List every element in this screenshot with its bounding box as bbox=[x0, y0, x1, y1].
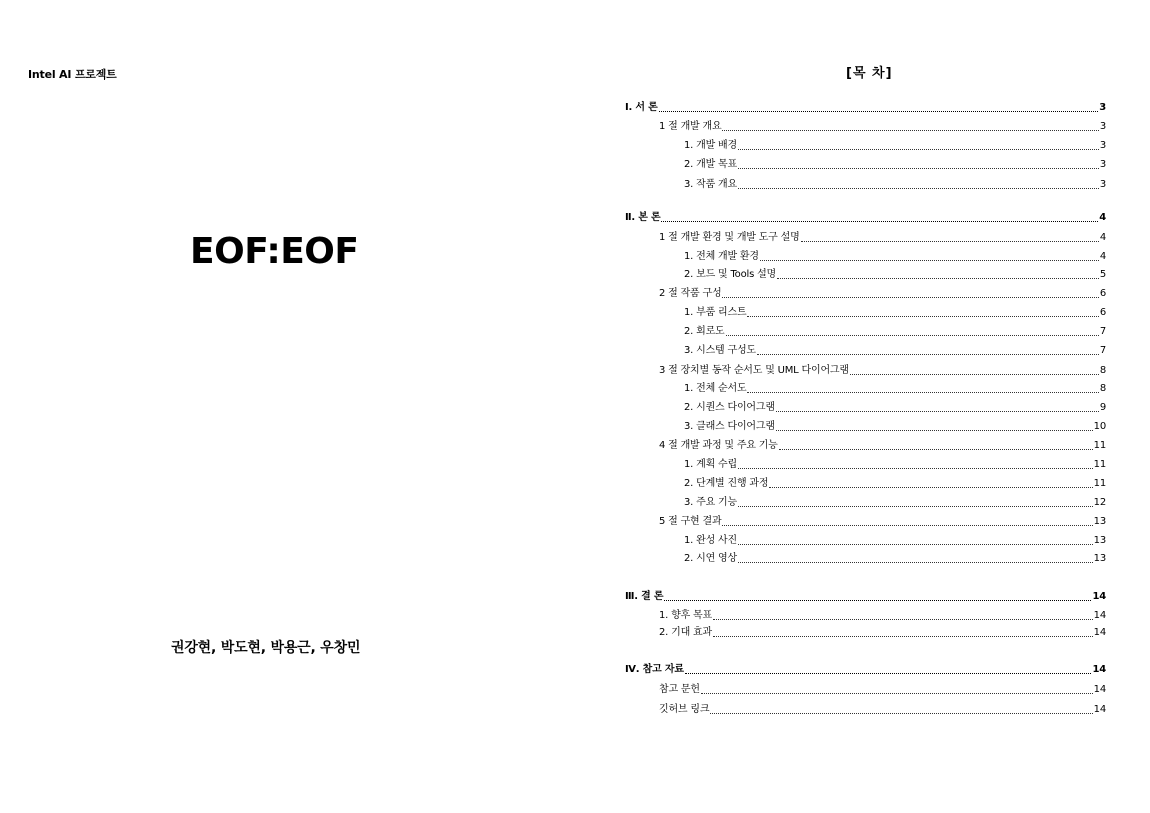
toc-entry-label: 2. 회로도 bbox=[684, 326, 725, 337]
toc-entry bbox=[684, 496, 1106, 510]
toc-leader-dots bbox=[738, 149, 1099, 150]
toc-entry-page: 11 bbox=[1093, 459, 1106, 470]
toc-leader-dots bbox=[850, 374, 1099, 375]
toc-leader-dots bbox=[757, 354, 1099, 355]
toc-entry bbox=[625, 101, 1106, 115]
toc-entry bbox=[659, 120, 1106, 134]
toc-entry-label: 1. 향후 목표 bbox=[659, 610, 712, 621]
toc-entry bbox=[684, 139, 1106, 153]
toc-leader-dots bbox=[779, 449, 1093, 450]
toc-entry-label: Ⅲ. 결 론 bbox=[625, 591, 664, 602]
toc-entry bbox=[625, 663, 1106, 677]
project-header: Intel AI 프로젝트 bbox=[28, 68, 117, 81]
toc-entry-label: 1. 완성 사진 bbox=[684, 535, 737, 546]
toc-entry-page: 14 bbox=[1093, 627, 1106, 638]
toc-leader-dots bbox=[769, 487, 1092, 488]
toc-entry bbox=[684, 178, 1106, 192]
toc-entry bbox=[659, 683, 1106, 697]
toc-entry-label: 3 절 장치별 동작 순서도 및 UML 다이어그램 bbox=[659, 365, 849, 376]
toc-entry-page: 8 bbox=[1099, 383, 1106, 394]
toc-entry-page: 9 bbox=[1099, 402, 1106, 413]
authors: 권강현, 박도현, 박용근, 우창민 bbox=[171, 640, 361, 656]
toc-entry-page: 13 bbox=[1093, 535, 1106, 546]
toc-entry-page: 4 bbox=[1099, 232, 1106, 243]
toc-leader-dots bbox=[747, 392, 1098, 393]
toc-entry bbox=[659, 609, 1106, 623]
toc-entry bbox=[684, 477, 1106, 491]
toc-leader-dots bbox=[722, 130, 1098, 131]
toc-entry-label: 2. 보드 및 Tools 설명 bbox=[684, 269, 776, 280]
toc-entry-label: 2. 개발 목표 bbox=[684, 159, 737, 170]
toc-entry-page: 14 bbox=[1092, 591, 1106, 602]
toc-leader-dots bbox=[713, 619, 1093, 620]
toc-entry bbox=[659, 515, 1106, 529]
toc-leader-dots bbox=[661, 221, 1098, 222]
toc-entry-page: 14 bbox=[1092, 664, 1106, 675]
toc-entry bbox=[659, 364, 1106, 378]
toc-entry-page: 11 bbox=[1093, 440, 1106, 451]
toc-leader-dots bbox=[801, 241, 1099, 242]
toc-leader-dots bbox=[685, 673, 1092, 674]
toc-entry-label: Ⅰ. 서 론 bbox=[625, 102, 658, 113]
toc-leader-dots bbox=[726, 335, 1099, 336]
toc-entry-page: 13 bbox=[1093, 516, 1106, 527]
document-title: EOF:EOF bbox=[190, 231, 359, 272]
toc-entry-label: 3. 작품 개요 bbox=[684, 179, 737, 190]
toc-entry-label: 1. 계획 수립 bbox=[684, 459, 737, 470]
table-of-contents bbox=[625, 0, 1106, 813]
toc-entry-label: 2 절 작품 구성 bbox=[659, 288, 722, 299]
toc-entry bbox=[684, 534, 1106, 548]
toc-leader-dots bbox=[738, 544, 1093, 545]
toc-entry-label: 2. 단계별 진행 과정 bbox=[684, 478, 769, 489]
toc-entry bbox=[684, 268, 1106, 282]
toc-entry-label: 3. 클래스 다이어그램 bbox=[684, 421, 775, 432]
toc-entry-label: 2. 시연 영상 bbox=[684, 553, 737, 564]
toc-entry-page: 3 bbox=[1099, 179, 1106, 190]
toc-entry-page: 10 bbox=[1093, 421, 1106, 432]
toc-entry bbox=[684, 325, 1106, 339]
toc-entry-page: 14 bbox=[1093, 704, 1106, 715]
toc-leader-dots bbox=[722, 297, 1098, 298]
toc-title: [목 차] bbox=[846, 66, 893, 81]
toc-entry-label: 1. 부품 리스트 bbox=[684, 307, 747, 318]
toc-entry-page: 4 bbox=[1099, 251, 1106, 262]
toc-entry-label: Ⅱ. 본 론 bbox=[625, 212, 661, 223]
toc-entry bbox=[659, 703, 1106, 717]
toc-leader-dots bbox=[710, 713, 1092, 714]
toc-entry-page: 3 bbox=[1099, 121, 1106, 132]
toc-leader-dots bbox=[701, 693, 1093, 694]
toc-entry-page: 3 bbox=[1099, 159, 1106, 170]
toc-entry bbox=[684, 382, 1106, 396]
toc-entry bbox=[625, 211, 1106, 225]
toc-entry bbox=[659, 439, 1106, 453]
toc-entry-page: 11 bbox=[1093, 478, 1106, 489]
toc-entry-label: 3. 주요 기능 bbox=[684, 497, 737, 508]
toc-leader-dots bbox=[776, 411, 1099, 412]
toc-leader-dots bbox=[722, 525, 1092, 526]
toc-leader-dots bbox=[659, 111, 1099, 112]
toc-entry-page: 7 bbox=[1099, 326, 1106, 337]
toc-entry-label: 2. 기대 효과 bbox=[659, 627, 712, 638]
toc-entry-label: 2. 시퀀스 다이어그램 bbox=[684, 402, 775, 413]
toc-leader-dots bbox=[738, 468, 1093, 469]
toc-entry-label: 깃허브 링크 bbox=[659, 704, 710, 715]
toc-entry-page: 6 bbox=[1099, 288, 1106, 299]
toc-entry bbox=[684, 420, 1106, 434]
toc-entry-label: 1. 전체 개발 환경 bbox=[684, 251, 759, 262]
toc-entry-page: 3 bbox=[1099, 102, 1106, 113]
toc-entry-label: Ⅳ. 참고 자료 bbox=[625, 664, 684, 675]
toc-entry-label: 1 절 개발 개요 bbox=[659, 121, 722, 132]
toc-entry-page: 3 bbox=[1099, 140, 1106, 151]
toc-entry-page: 13 bbox=[1093, 553, 1106, 564]
toc-entry bbox=[684, 158, 1106, 172]
toc-entry bbox=[659, 626, 1106, 640]
toc-entry bbox=[684, 401, 1106, 415]
toc-entry-page: 12 bbox=[1093, 497, 1106, 508]
toc-entry bbox=[684, 344, 1106, 358]
toc-entry-page: 14 bbox=[1093, 610, 1106, 621]
toc-leader-dots bbox=[738, 562, 1093, 563]
toc-entry bbox=[625, 590, 1106, 604]
toc-leader-dots bbox=[777, 278, 1099, 279]
toc-leader-dots bbox=[738, 506, 1093, 507]
toc-entry-label: 1 절 개발 환경 및 개발 도구 설명 bbox=[659, 232, 800, 243]
toc-entry-label: 5 절 구현 결과 bbox=[659, 516, 722, 527]
toc-entry bbox=[684, 458, 1106, 472]
toc-entry bbox=[659, 287, 1106, 301]
toc-entry-page: 4 bbox=[1099, 212, 1106, 223]
toc-entry-label: 1. 개발 배경 bbox=[684, 140, 737, 151]
toc-entry-label: 3. 시스템 구성도 bbox=[684, 345, 756, 356]
toc-leader-dots bbox=[747, 316, 1098, 317]
toc-entry-page: 7 bbox=[1099, 345, 1106, 356]
toc-entry-page: 5 bbox=[1099, 269, 1106, 280]
toc-leader-dots bbox=[776, 430, 1093, 431]
toc-entry bbox=[684, 306, 1106, 320]
toc-leader-dots bbox=[713, 636, 1093, 637]
toc-entry-label: 4 절 개발 과정 및 주요 기능 bbox=[659, 440, 778, 451]
toc-entry-label: 참고 문헌 bbox=[659, 684, 700, 695]
toc-entry bbox=[659, 231, 1106, 245]
toc-leader-dots bbox=[738, 188, 1099, 189]
toc-entry bbox=[684, 552, 1106, 566]
toc-entry-page: 14 bbox=[1093, 684, 1106, 695]
toc-leader-dots bbox=[760, 260, 1099, 261]
toc-entry-label: 1. 전체 순서도 bbox=[684, 383, 747, 394]
toc-entry-page: 8 bbox=[1099, 365, 1106, 376]
toc-entry-page: 6 bbox=[1099, 307, 1106, 318]
toc-leader-dots bbox=[738, 168, 1099, 169]
toc-entry bbox=[684, 250, 1106, 264]
toc-leader-dots bbox=[664, 600, 1091, 601]
